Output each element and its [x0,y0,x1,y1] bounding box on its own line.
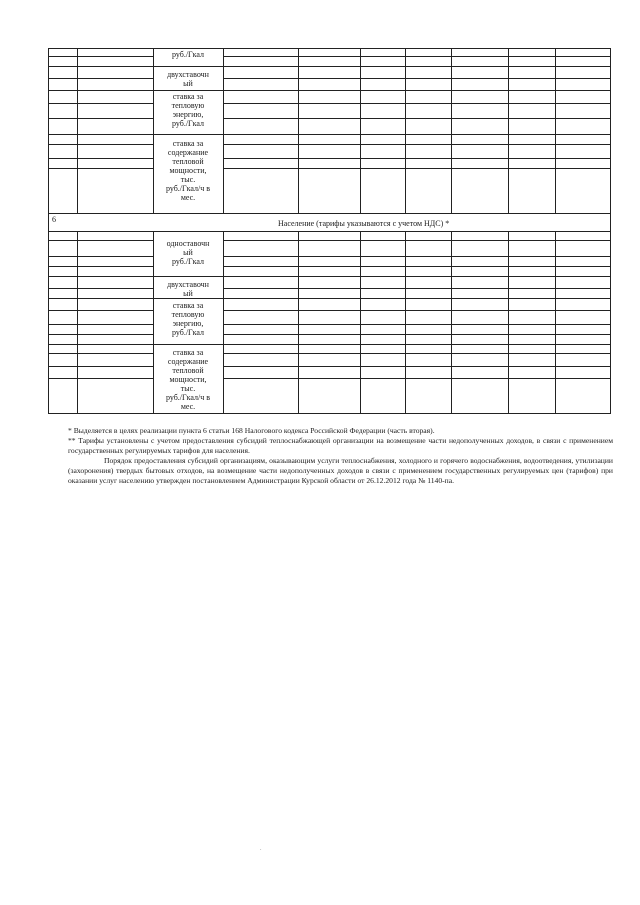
table-rule [555,231,556,413]
table-rule [223,378,611,379]
table-rule [48,310,153,311]
table-rule [610,48,611,413]
footnote-2: ** Тарифы установлены с учетом предоставления субсидий теплоснабжающей организации на возмещение части недополученных доходов, в связи с применением государственных регулируемых тарифов для населения. [68,436,613,455]
table-rule [223,118,611,119]
table-rule [48,378,153,379]
table-rule [223,48,224,213]
table-rule [223,266,611,267]
tariff-table [48,48,611,413]
unit-capacity-rate-2: ставка за содержание тепловой мощности, тыс. руб./Гкал/ч в мес. [165,348,211,411]
table-rule [360,48,361,213]
table-rule [223,334,611,335]
table-rule [48,118,153,119]
table-rule [508,231,509,413]
unit-energy-rate-2: ставка за тепловую энергию, руб./Гкал [171,301,205,337]
table-rule [48,240,153,241]
table-rule [298,48,299,213]
table-rule [48,353,153,354]
table-rule [223,158,611,159]
population-row-title: Население (тарифы указываются с учетом НДС) * [278,219,450,228]
table-rule [48,144,153,145]
table-rule [48,168,153,169]
table-rule [223,103,611,104]
table-rule [77,231,78,413]
table-rule [451,231,452,413]
table-rule [223,256,611,257]
table-rule [48,48,49,413]
table-rule [223,366,611,367]
unit-capacity-rate: ставка за содержание тепловой мощности, тыс. руб./Гкал/ч в мес. [165,139,211,202]
footnote-1: * Выделяется в целях реализации пункта 6 статьи 168 Налогового кодекса Российской Федерации (часть вторая). [68,426,435,435]
table-rule [360,231,361,413]
table-rule [555,48,556,213]
table-rule [48,298,611,299]
table-rule [223,310,611,311]
table-rule [223,353,611,354]
table-rule [48,266,153,267]
table-rule [48,66,611,67]
table-rule [48,276,611,277]
table-rule [508,48,509,213]
table-rule [223,240,611,241]
table-rule [48,213,611,214]
table-rule [48,344,611,345]
table-rule [48,103,153,104]
table-rule [223,144,611,145]
row-number: 6 [52,215,56,224]
footnotes [68,426,613,486]
unit-two-part-2: двухставочн ый [167,280,209,298]
table-rule [223,168,611,169]
table-rule [223,78,611,79]
table-rule [48,48,611,49]
table-rule [48,90,611,91]
table-rule [48,134,611,135]
table-rule [77,48,78,213]
table-rule [223,288,611,289]
table-rule [405,231,406,413]
table-rule [48,56,153,57]
subsidy-paragraph: Порядок предоставления субсидий организациям, оказывающим услуги теплоснабжения, холодного и горячего водоснабжения, водоотведения, утилизации (захоронения) твердых бытовых отходов, на возмещение части недополученных доходов в связи с применением государственных регулируемых цен (тарифов) при оказании услуг населению утвержден постановлением Администрации Курской области от 26.12.2012 года № 1140-па. [68,456,613,485]
table-rule [223,56,611,57]
table-rule [451,48,452,213]
table-rule [48,231,611,232]
table-rule [48,366,153,367]
unit-rub-gcal: руб./Гкал [171,50,205,59]
unit-energy-rate: ставка за тепловую энергию, руб./Гкал [171,92,205,128]
table-rule [48,78,153,79]
table-rule [405,48,406,213]
table-rule [48,158,153,159]
table-rule [223,231,224,413]
table-rule [48,413,611,414]
table-rule [48,288,153,289]
unit-single-part: одноставочн ый руб./Гкал [166,239,210,266]
unit-two-part: двухставочн ый [167,70,209,88]
scan-mark: . [260,846,262,852]
table-rule [48,324,153,325]
table-rule [223,324,611,325]
table-rule [48,256,153,257]
table-rule [298,231,299,413]
table-rule [48,334,153,335]
